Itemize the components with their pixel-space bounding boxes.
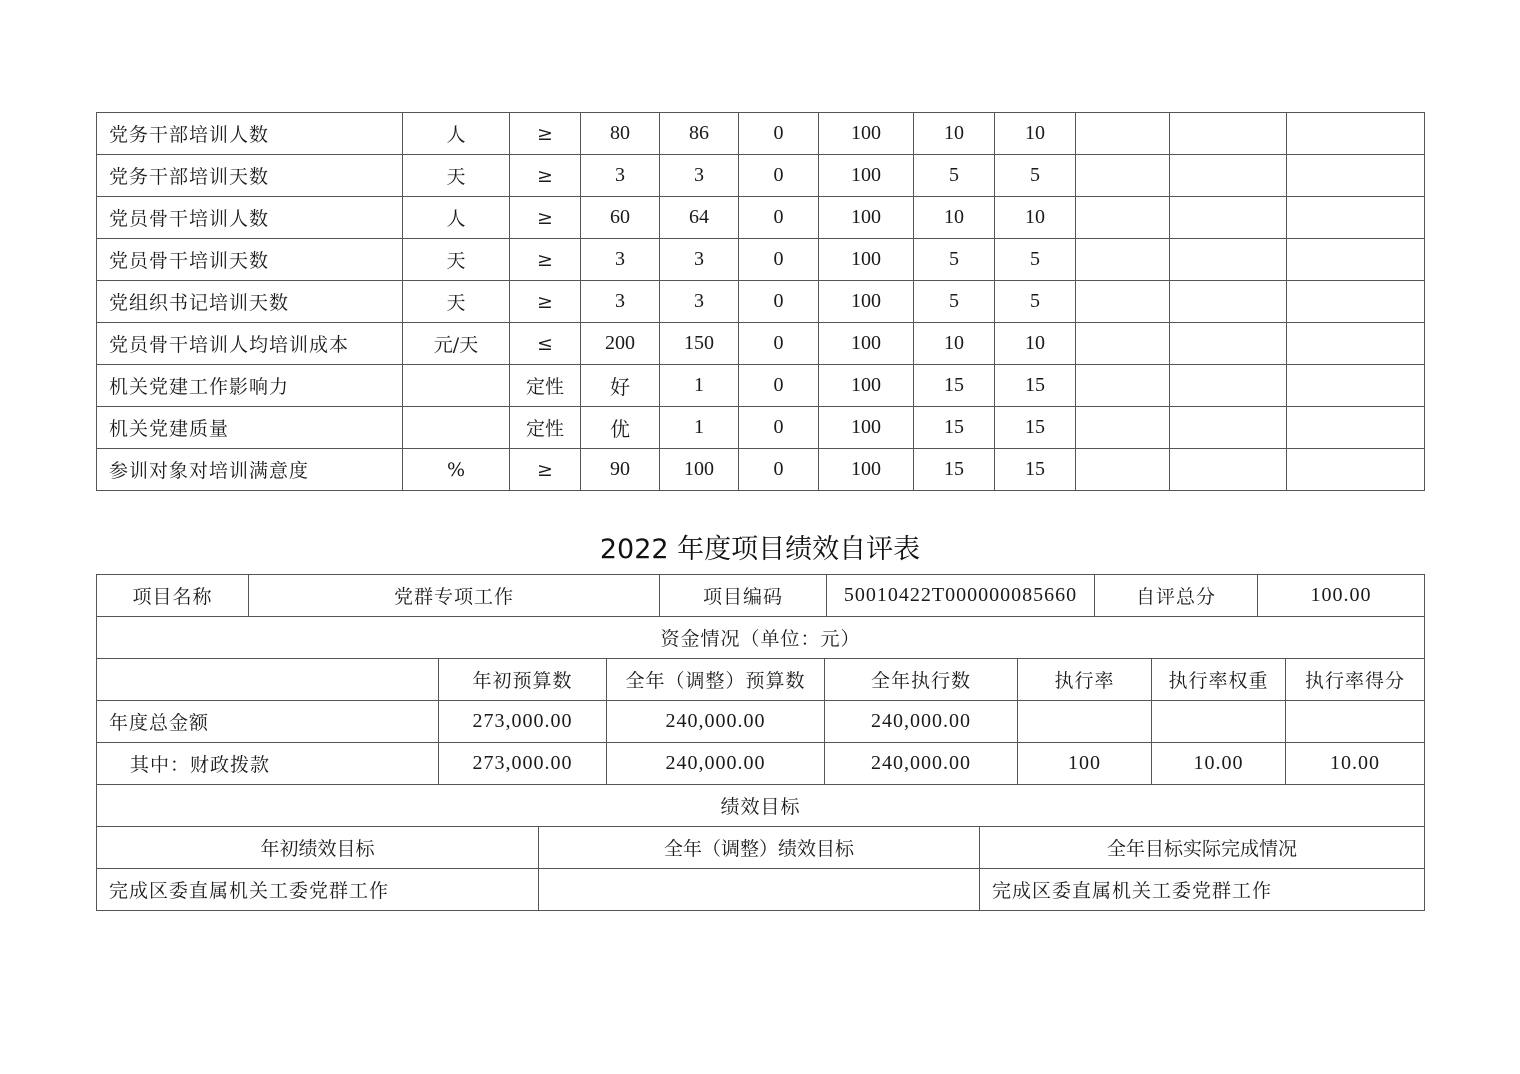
table-row: [97, 113, 1425, 155]
indicator-empty-cell: [1287, 281, 1425, 323]
funds-cell: 10.00: [1152, 743, 1286, 785]
funds-cell: 100: [1018, 743, 1152, 785]
indicator-empty-cell: [1170, 197, 1287, 239]
indicator-unit: 天: [403, 155, 510, 197]
indicator-table-body: [97, 113, 1425, 491]
indicator-unit: 元/天: [403, 323, 510, 365]
table-row: [97, 407, 1425, 449]
indicator-col-a: 0: [739, 155, 819, 197]
funds-header-exec-weight: 执行率权重: [1152, 659, 1286, 701]
indicator-col-a: 0: [739, 449, 819, 491]
funds-fiscal-row: [97, 743, 1425, 785]
self-score-label: 自评总分: [1095, 575, 1258, 617]
indicator-col-a: 0: [739, 113, 819, 155]
indicator-operator: ≥: [510, 197, 581, 239]
indicator-col-b: 100: [819, 113, 914, 155]
funds-cell: 240,000.00: [607, 701, 825, 743]
table-row: [97, 155, 1425, 197]
indicator-score: 5: [995, 155, 1076, 197]
goals-row: [97, 869, 1425, 911]
funds-header-empty: [97, 659, 439, 701]
project-info-table: [96, 574, 1425, 617]
indicator-empty-cell: [1170, 239, 1287, 281]
indicator-col-a: 0: [739, 281, 819, 323]
indicator-name: 机关党建质量: [97, 407, 403, 449]
indicator-col-b: 100: [819, 449, 914, 491]
indicator-empty-cell: [1076, 113, 1170, 155]
indicator-empty-cell: [1287, 239, 1425, 281]
indicator-empty-cell: [1287, 197, 1425, 239]
self-score-value: 100.00: [1258, 575, 1425, 617]
indicator-target: 3: [581, 281, 660, 323]
goals-header-row: [97, 827, 1425, 869]
indicator-col-a: 0: [739, 197, 819, 239]
indicator-actual: 64: [660, 197, 739, 239]
indicator-weight: 10: [914, 323, 995, 365]
indicator-score: 10: [995, 323, 1076, 365]
funds-cell: 10.00: [1286, 743, 1425, 785]
funds-total-row: [97, 701, 1425, 743]
goals-table: [96, 826, 1425, 911]
indicator-actual: 100: [660, 449, 739, 491]
page-title: 2022 年度项目绩效自评表: [599, 534, 921, 565]
indicator-table: [96, 112, 1425, 491]
indicator-weight: 15: [914, 449, 995, 491]
indicator-col-b: 100: [819, 197, 914, 239]
indicator-target: 200: [581, 323, 660, 365]
project-info-row: [97, 575, 1425, 617]
indicator-unit: [403, 365, 510, 407]
project-name-label: 项目名称: [97, 575, 249, 617]
indicator-name: 党务干部培训天数: [97, 155, 403, 197]
indicator-name: 党组织书记培训天数: [97, 281, 403, 323]
indicator-operator: ≥: [510, 239, 581, 281]
indicator-actual: 3: [660, 239, 739, 281]
indicator-target: 60: [581, 197, 660, 239]
indicator-unit: 天: [403, 239, 510, 281]
indicator-target: 好: [581, 365, 660, 407]
funds-row-label: 年度总金额: [97, 701, 439, 743]
indicator-unit: 人: [403, 197, 510, 239]
funds-cell: 240,000.00: [825, 743, 1018, 785]
indicator-name: 参训对象对培训满意度: [97, 449, 403, 491]
funds-cell: 273,000.00: [439, 743, 607, 785]
table-row: [97, 449, 1425, 491]
indicator-score: 15: [995, 407, 1076, 449]
indicator-empty-cell: [1170, 323, 1287, 365]
funds-cell: [1286, 701, 1425, 743]
indicator-score: 10: [995, 197, 1076, 239]
project-code-label: 项目编码: [660, 575, 827, 617]
indicator-col-b: 100: [819, 365, 914, 407]
funds-row-label: 其中：财政拨款: [97, 743, 439, 785]
indicator-col-b: 100: [819, 323, 914, 365]
indicator-weight: 5: [914, 239, 995, 281]
funds-header-row: [97, 659, 1425, 701]
indicator-name: 党员骨干培训人均培训成本: [97, 323, 403, 365]
indicator-empty-cell: [1287, 365, 1425, 407]
indicator-weight: 5: [914, 281, 995, 323]
indicator-actual: 1: [660, 365, 739, 407]
indicator-unit: 人: [403, 113, 510, 155]
indicator-empty-cell: [1170, 449, 1287, 491]
indicator-actual: 150: [660, 323, 739, 365]
indicator-empty-cell: [1287, 113, 1425, 155]
project-code-value: 50010422T000000085660: [827, 575, 1095, 617]
indicator-empty-cell: [1170, 407, 1287, 449]
indicator-unit: 天: [403, 281, 510, 323]
funds-cell: 273,000.00: [439, 701, 607, 743]
funds-header-exec-rate: 执行率: [1018, 659, 1152, 701]
indicator-col-a: 0: [739, 323, 819, 365]
indicator-empty-cell: [1076, 323, 1170, 365]
indicator-operator: ≥: [510, 155, 581, 197]
table-row: [97, 239, 1425, 281]
indicator-weight: 10: [914, 113, 995, 155]
indicator-actual: 3: [660, 281, 739, 323]
indicator-empty-cell: [1170, 281, 1287, 323]
indicator-unit: [403, 407, 510, 449]
indicator-col-b: 100: [819, 407, 914, 449]
indicator-operator: 定性: [510, 407, 581, 449]
goals-heading-row: [97, 785, 1425, 827]
indicator-col-b: 100: [819, 281, 914, 323]
indicator-operator: ≤: [510, 323, 581, 365]
indicator-weight: 10: [914, 197, 995, 239]
indicator-empty-cell: [1287, 449, 1425, 491]
indicator-target: 80: [581, 113, 660, 155]
goals-header-adjusted: 全年（调整）绩效目标: [539, 827, 980, 869]
goals-header-initial: 年初绩效目标: [97, 827, 539, 869]
indicator-actual: 3: [660, 155, 739, 197]
funds-header-initial-budget: 年初预算数: [439, 659, 607, 701]
indicator-score: 15: [995, 365, 1076, 407]
indicator-name: 机关党建工作影响力: [97, 365, 403, 407]
indicator-name: 党员骨干培训人数: [97, 197, 403, 239]
indicator-col-b: 100: [819, 155, 914, 197]
indicator-name: 党务干部培训人数: [97, 113, 403, 155]
indicator-target: 3: [581, 239, 660, 281]
goals-actual-value: 完成区委直属机关工委党群工作: [980, 869, 1425, 911]
table-row: [97, 197, 1425, 239]
funds-cell: [1018, 701, 1152, 743]
indicator-actual: 1: [660, 407, 739, 449]
funds-heading: 资金情况（单位：元）: [97, 617, 1425, 659]
indicator-empty-cell: [1287, 155, 1425, 197]
indicator-empty-cell: [1076, 407, 1170, 449]
indicator-score: 15: [995, 449, 1076, 491]
indicator-empty-cell: [1076, 239, 1170, 281]
goals-initial-value: 完成区委直属机关工委党群工作: [97, 869, 539, 911]
indicator-operator: ≥: [510, 113, 581, 155]
indicator-col-a: 0: [739, 239, 819, 281]
indicator-score: 10: [995, 113, 1076, 155]
indicator-actual: 86: [660, 113, 739, 155]
indicator-col-b: 100: [819, 239, 914, 281]
funds-cell: 240,000.00: [607, 743, 825, 785]
indicator-empty-cell: [1076, 365, 1170, 407]
funds-cell: 240,000.00: [825, 701, 1018, 743]
indicator-weight: 5: [914, 155, 995, 197]
funds-heading-row: [97, 617, 1425, 659]
indicator-empty-cell: [1076, 449, 1170, 491]
indicator-operator: ≥: [510, 449, 581, 491]
table-row: [97, 281, 1425, 323]
indicator-unit: %: [403, 449, 510, 491]
funds-header-adjusted-budget: 全年（调整）预算数: [607, 659, 825, 701]
indicator-score: 5: [995, 281, 1076, 323]
indicator-target: 90: [581, 449, 660, 491]
indicator-empty-cell: [1287, 407, 1425, 449]
table-row: [97, 323, 1425, 365]
indicator-col-a: 0: [739, 365, 819, 407]
indicator-weight: 15: [914, 407, 995, 449]
funds-table: [96, 616, 1425, 827]
indicator-name: 党员骨干培训天数: [97, 239, 403, 281]
indicator-empty-cell: [1076, 281, 1170, 323]
indicator-empty-cell: [1076, 197, 1170, 239]
indicator-empty-cell: [1287, 323, 1425, 365]
indicator-target: 3: [581, 155, 660, 197]
indicator-empty-cell: [1170, 113, 1287, 155]
indicator-col-a: 0: [739, 407, 819, 449]
indicator-score: 5: [995, 239, 1076, 281]
goals-heading: 绩效目标: [97, 785, 1425, 827]
indicator-empty-cell: [1170, 155, 1287, 197]
table-row: [97, 365, 1425, 407]
indicator-weight: 15: [914, 365, 995, 407]
project-name-value: 党群专项工作: [249, 575, 660, 617]
goals-header-actual: 全年目标实际完成情况: [980, 827, 1425, 869]
indicator-empty-cell: [1076, 155, 1170, 197]
indicator-operator: 定性: [510, 365, 581, 407]
indicator-target: 优: [581, 407, 660, 449]
funds-header-executed: 全年执行数: [825, 659, 1018, 701]
goals-adjusted-value: [539, 869, 980, 911]
funds-header-exec-score: 执行率得分: [1286, 659, 1425, 701]
indicator-empty-cell: [1170, 365, 1287, 407]
funds-cell: [1152, 701, 1286, 743]
indicator-operator: ≥: [510, 281, 581, 323]
